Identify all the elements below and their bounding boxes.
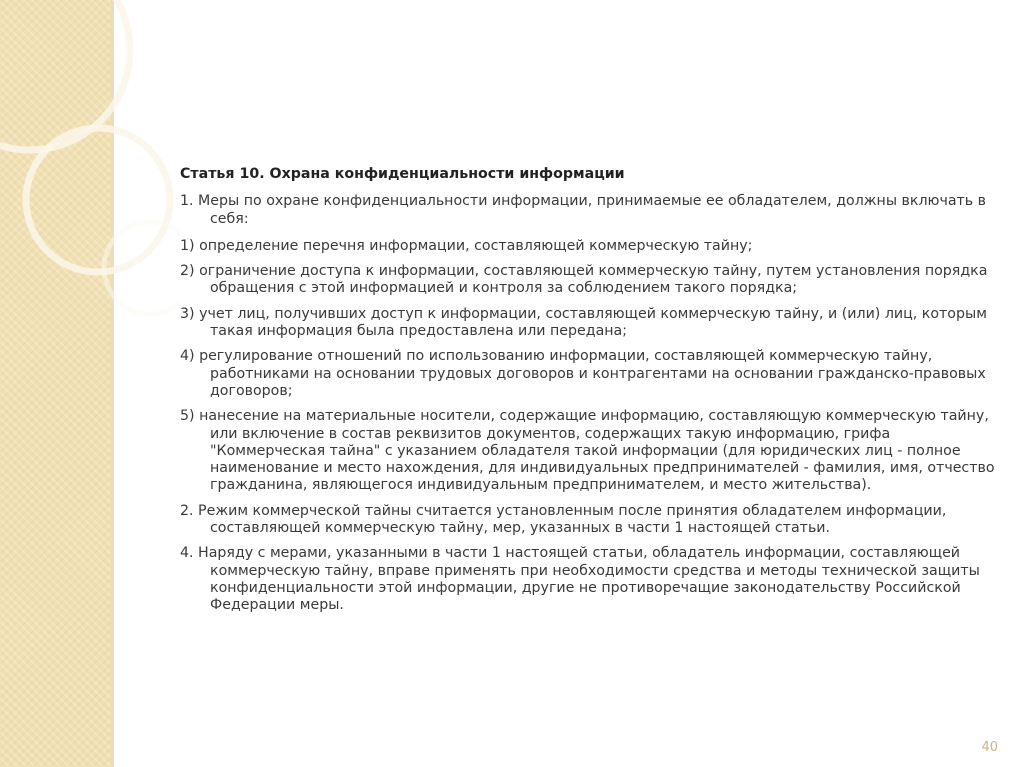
decorative-ring-small — [104, 222, 180, 314]
paragraph-4: 4. Наряду с мерами, указанными в части 1 настоящей статьи, обладатель информации, составляющей коммерческую тайну, вправе применять при необходимости средства и методы технической защиты конфиденциальности этой информации, другие не противоречащие законодательству Российской Федерации меры. — [180, 545, 980, 614]
page-number: 40 — [981, 740, 998, 755]
decorative-side-panel — [0, 0, 111, 767]
article-content — [180, 166, 995, 623]
paragraph-item-4: 4) регулирование отношений по использованию информации, составляющей коммерческую тайну, работниками на основании трудовых договоров и контрагентами на основании гражданско-правовых договоров; — [180, 348, 986, 399]
paragraph-1: 1. Меры по охране конфиденциальности информации, принимаемые ее обладателем, должны включать в себя: — [180, 193, 987, 227]
paragraph-item-5: 5) нанесение на материальные носители, содержащие информацию, составляющую коммерческую тайну, или включение в состав реквизитов документов, содержащих такую информацию, грифа "Коммерческая тайна" с указанием обладателя такой информации (для юридических лиц - полное наименование и место нахождения, для индивидуальных предпринимателей - фамилия, имя, отчество гражданина, являющегося индивидуальным предпринимателем, и место жительства). — [180, 408, 995, 494]
paragraph-2: 2. Режим коммерческой тайны считается установленным после принятия обладателем информации, составляющей коммерческую тайну, мер, указанных в части 1 настоящей статьи. — [180, 502, 947, 537]
article-heading: Статья 10. Охрана конфиденциальности информации — [180, 166, 625, 182]
side-panel-border — [111, 0, 114, 767]
paragraph-item-3: 3) учет лиц, получивших доступ к информации, составляющей коммерческую тайну, и (или) лиц, которым такая информация была предоставлена или передана; — [180, 305, 987, 340]
paragraph-item-1: 1) определение перечня информации, составляющей коммерческую тайну; — [180, 237, 753, 254]
paragraph-item-2: 2) ограничение доступа к информации, составляющей коммерческую тайну, путем установления порядка обращения с этой информацией и контроля за соблюдением такого порядка; — [180, 263, 988, 297]
